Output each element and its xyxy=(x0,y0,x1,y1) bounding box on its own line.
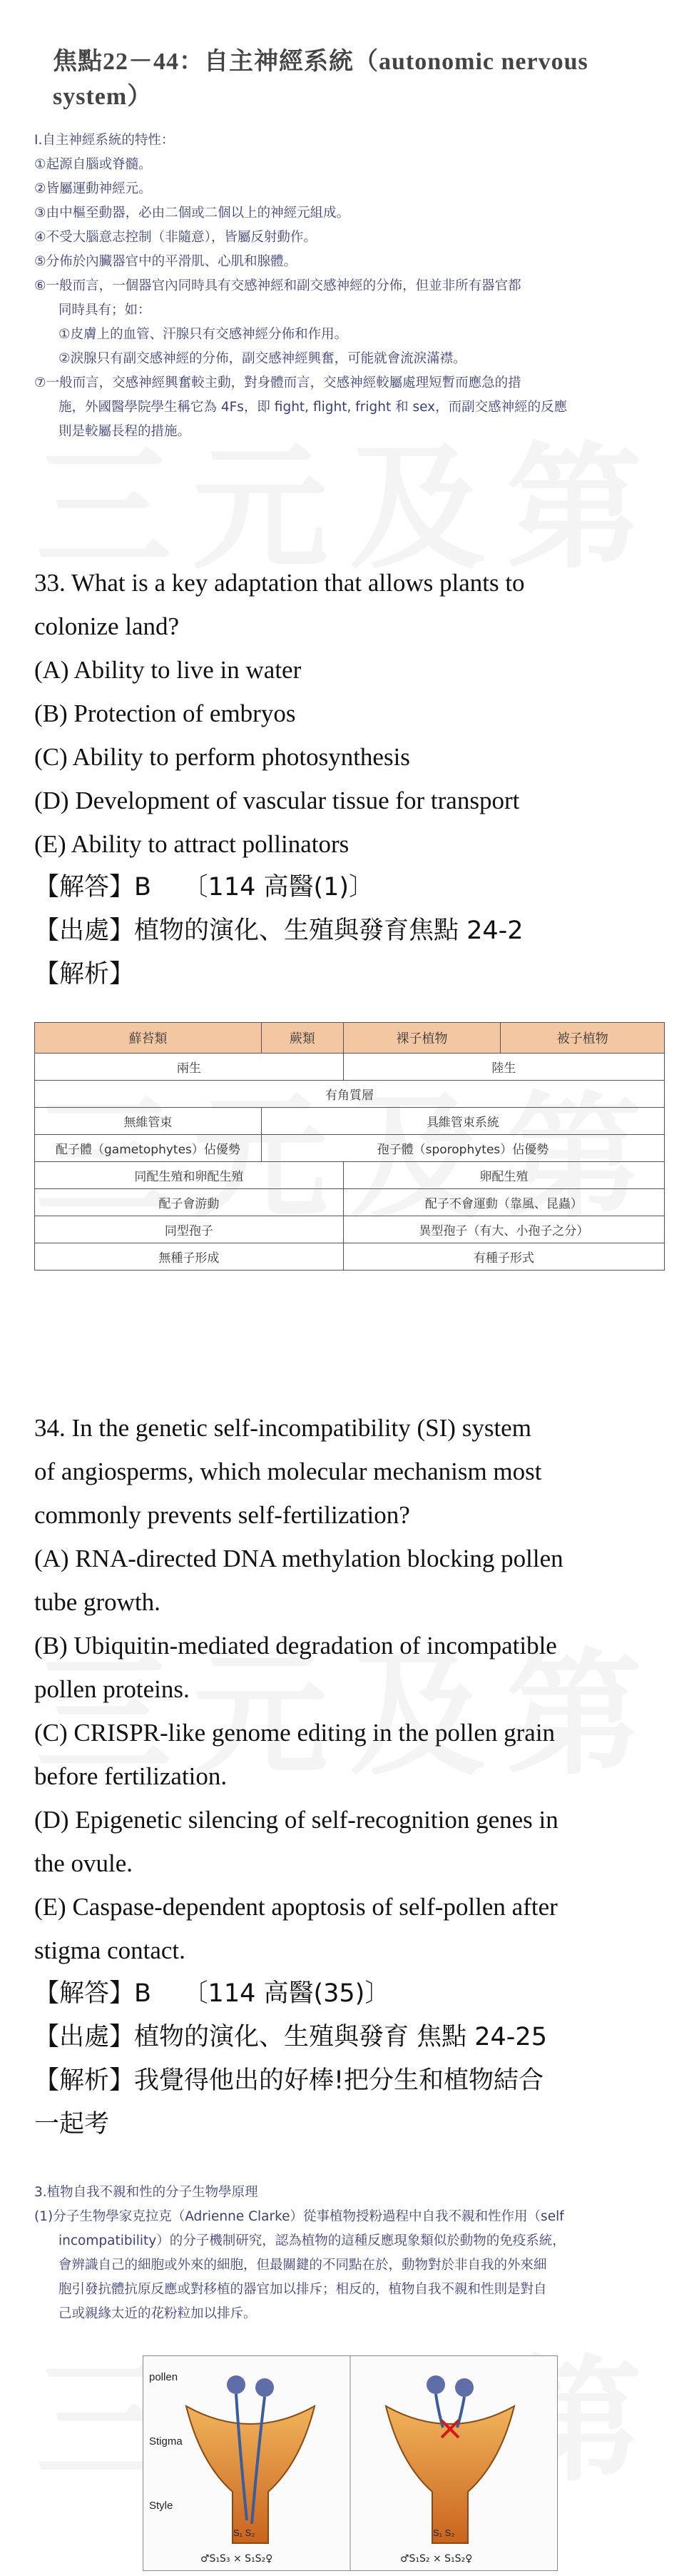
note-line: 己或親緣太近的花粉粒加以排斥。 xyxy=(58,2306,257,2321)
note-line: 同時具有；如： xyxy=(58,303,151,318)
table-cell: 配子不會運動（靠風、昆蟲） xyxy=(343,1189,664,1216)
note-line: ②皆屬運動神經元。 xyxy=(34,181,152,196)
note-line: ④不受大腦意志控制（非隨意），皆屬反射動作。 xyxy=(34,230,317,245)
table-row xyxy=(35,1216,665,1243)
answer-source: 〔114 高醫(35)〕 xyxy=(183,1979,390,2008)
source-line xyxy=(34,2016,665,2059)
option-e: (E) Caspase-dependent apoptosis of self-pollen after xyxy=(34,1893,558,1921)
table-cell: 卵配生殖 xyxy=(343,1162,664,1189)
note-list xyxy=(34,2181,665,2326)
table-cell: 兩生 xyxy=(35,1054,344,1081)
note-line: I.自主神經系統的特性： xyxy=(34,133,175,148)
table-cell: 具維管束系統 xyxy=(261,1108,664,1135)
table-cell: 同型孢子 xyxy=(35,1216,344,1243)
table-row xyxy=(35,1189,665,1216)
table-cell: 無維管束 xyxy=(35,1108,262,1135)
option-c: (C) CRISPR-like genome editing in the pollen grain xyxy=(34,1719,556,1747)
table-header-cell: 被子植物 xyxy=(501,1023,665,1054)
question-stem: 34. In the genetic self-incompatibility (SI) system xyxy=(34,1414,531,1442)
answer-label: 【解答】 xyxy=(34,873,135,901)
option-e: (E) Ability to attract pollinators xyxy=(34,830,350,858)
note-line: ③由中樞至動器，必由二個或二個以上的神經元組成。 xyxy=(34,206,350,221)
option-d: (D) Epigenetic silencing of self-recognition genes in xyxy=(34,1806,558,1834)
note-line: 3.植物自我不親和性的分子生物學原理 xyxy=(34,2185,258,2200)
note-line: 施，外國醫學院學生稱它為 4Fs，即 fight, flight, fright 和 sex，而副交感神經的反應 xyxy=(58,400,568,415)
table-cell: 陸生 xyxy=(343,1054,664,1081)
option-d: (D) Development of vascular tissue for transport xyxy=(34,787,520,814)
note-title: 焦點22－44：自主神經系統（autonomic nervous system） xyxy=(53,49,588,110)
table-row xyxy=(35,1108,665,1135)
option-b: (B) Protection of embryos xyxy=(34,699,296,727)
question-34 xyxy=(34,1406,665,2146)
question-stem: colonize land? xyxy=(34,612,180,640)
question-stem: of angiosperms, which molecular mechanism most xyxy=(34,1458,542,1485)
pollen-grain xyxy=(427,2375,445,2394)
table-row xyxy=(35,1135,665,1162)
option-a-cont: tube growth. xyxy=(34,1588,160,1616)
analysis-line xyxy=(34,953,665,996)
note-line: ⑦一般而言，交感神經興奮較主動，對身體而言，交感神經較屬處理短暫而應急的措 xyxy=(34,375,521,390)
note-line: ⑥一般而言，一個器官內同時具有交感神經和副交感神經的分佈，但並非所有器官都 xyxy=(34,278,521,293)
note-line: 胞引發抗體抗原反應或對移植的器官加以排斥；相反的，植物自我不親和性則是對自 xyxy=(58,2282,547,2297)
pollen-label: pollen xyxy=(149,2371,178,2383)
table-header-cell: 蕨類 xyxy=(261,1023,343,1054)
option-d-cont: the ovule. xyxy=(34,1849,133,1877)
note-line: incompatibility）的分子機制研究，認為植物的這種反應現象類似於動物的免疫系統， xyxy=(58,2233,566,2248)
note-line: ①皮膚上的血管、汗腺只有交感神經分佈和作用。 xyxy=(58,327,348,342)
analysis-line-cont: 一起考 xyxy=(34,2110,110,2138)
pollen-grain xyxy=(255,2378,274,2397)
pollen-grain xyxy=(227,2375,245,2394)
table-cell: 異型孢子（有大、小孢子之分） xyxy=(343,1216,664,1243)
table-cell: 配子會游動 xyxy=(35,1189,344,1216)
plant-comparison-table xyxy=(34,1022,665,1271)
option-b-cont: pollen proteins. xyxy=(34,1675,190,1703)
table-cell: 有種子形式 xyxy=(343,1243,664,1271)
analysis-label: 【解析】 xyxy=(34,2066,135,2095)
table-cell: 有角質層 xyxy=(35,1081,665,1108)
table-row xyxy=(35,1081,665,1108)
option-a: (A) Ability to live in water xyxy=(34,656,302,684)
note-line: (1)分子生物學家克拉克（Adrienne Clarke）從事植物授粉過程中自我不親和性作用（self xyxy=(34,2209,564,2224)
table-row xyxy=(35,1054,665,1081)
answer-value: B xyxy=(134,873,152,901)
table-row xyxy=(35,1243,665,1271)
answer-line xyxy=(34,1972,665,2016)
note-line: 會辨識自己的細胞或外來的細胞，但最關鍵的不同點在於，動物對於非自我的外來細 xyxy=(58,2258,547,2273)
analysis-text: 我覺得他出的好棒!把分生和植物結合 xyxy=(134,2066,544,2095)
note-list xyxy=(34,128,665,444)
question-stem: commonly prevents self-fertilization? xyxy=(34,1501,410,1529)
option-b: (B) Ubiquitin-mediated degradation of incompatible xyxy=(34,1632,557,1660)
question-33 xyxy=(34,561,665,996)
answer-value: B xyxy=(134,1979,152,2008)
table-header-row xyxy=(35,1023,665,1054)
note-line: ⑤分佈於內臟器官中的平滑肌、心肌和腺體。 xyxy=(34,254,297,269)
cross-label: ♂S₁S₃ × S₁S₂♀ xyxy=(200,2553,273,2565)
source-line xyxy=(34,909,665,953)
answer-line xyxy=(34,866,665,909)
source-label: 【出處】 xyxy=(34,2023,135,2051)
table-cell: 同配生殖和卵配生殖 xyxy=(35,1162,344,1189)
table-header-cell: 蘚苔類 xyxy=(35,1023,262,1054)
scanned-note-autonomic xyxy=(34,41,665,444)
table-cell: 配子體（gametophytes）佔優勢 xyxy=(35,1135,262,1162)
source-text: 植物的演化、生殖與發育 焦點 24-25 xyxy=(134,2023,547,2051)
style-label: Style xyxy=(149,2500,173,2512)
pollen-grain xyxy=(455,2378,474,2397)
source-text: 植物的演化、生殖與發育焦點 24-2 xyxy=(134,916,524,945)
s-allele-label: S₁ S₂ xyxy=(233,2527,255,2538)
s-allele-label: S₁ S₂ xyxy=(433,2527,455,2538)
stigma-label: Stigma xyxy=(149,2435,183,2448)
option-a: (A) RNA-directed DNA methylation blocking pollen xyxy=(34,1545,563,1572)
incompatible-flower xyxy=(386,2375,514,2565)
analysis-line xyxy=(34,2059,665,2103)
compatible-flower xyxy=(149,2371,315,2565)
table-row xyxy=(35,1162,665,1189)
answer-source: 〔114 高醫(1)〕 xyxy=(183,873,374,901)
note-line: ①起源自腦或脊髓。 xyxy=(34,157,152,172)
table-cell: 孢子體（sporophytes）佔優勢 xyxy=(261,1135,664,1162)
option-e-cont: stigma contact. xyxy=(34,1936,185,1964)
analysis-label: 【解析】 xyxy=(34,960,135,989)
note-line: ②淚腺只有副交感神經的分佈，副交感神經興奮，可能就會流淚滿襟。 xyxy=(58,351,466,366)
source-label: 【出處】 xyxy=(34,916,135,945)
scanned-note-self-incompatibility xyxy=(34,2181,665,2326)
question-stem: 33. What is a key adaptation that allows plants to xyxy=(34,569,525,597)
table-header-cell: 裸子植物 xyxy=(343,1023,501,1054)
self-incompatibility-figure xyxy=(143,2355,558,2571)
answer-label: 【解答】 xyxy=(34,1979,135,2008)
option-c-cont: before fertilization. xyxy=(34,1762,228,1790)
option-c: (C) Ability to perform photosynthesis xyxy=(34,743,410,771)
cross-label: ♂S₁S₂ × S₁S₂♀ xyxy=(400,2553,473,2565)
table-cell: 無種子形成 xyxy=(35,1243,344,1271)
figure-svg xyxy=(143,2356,557,2570)
note-line: 則是較屬長程的措施。 xyxy=(58,424,191,439)
